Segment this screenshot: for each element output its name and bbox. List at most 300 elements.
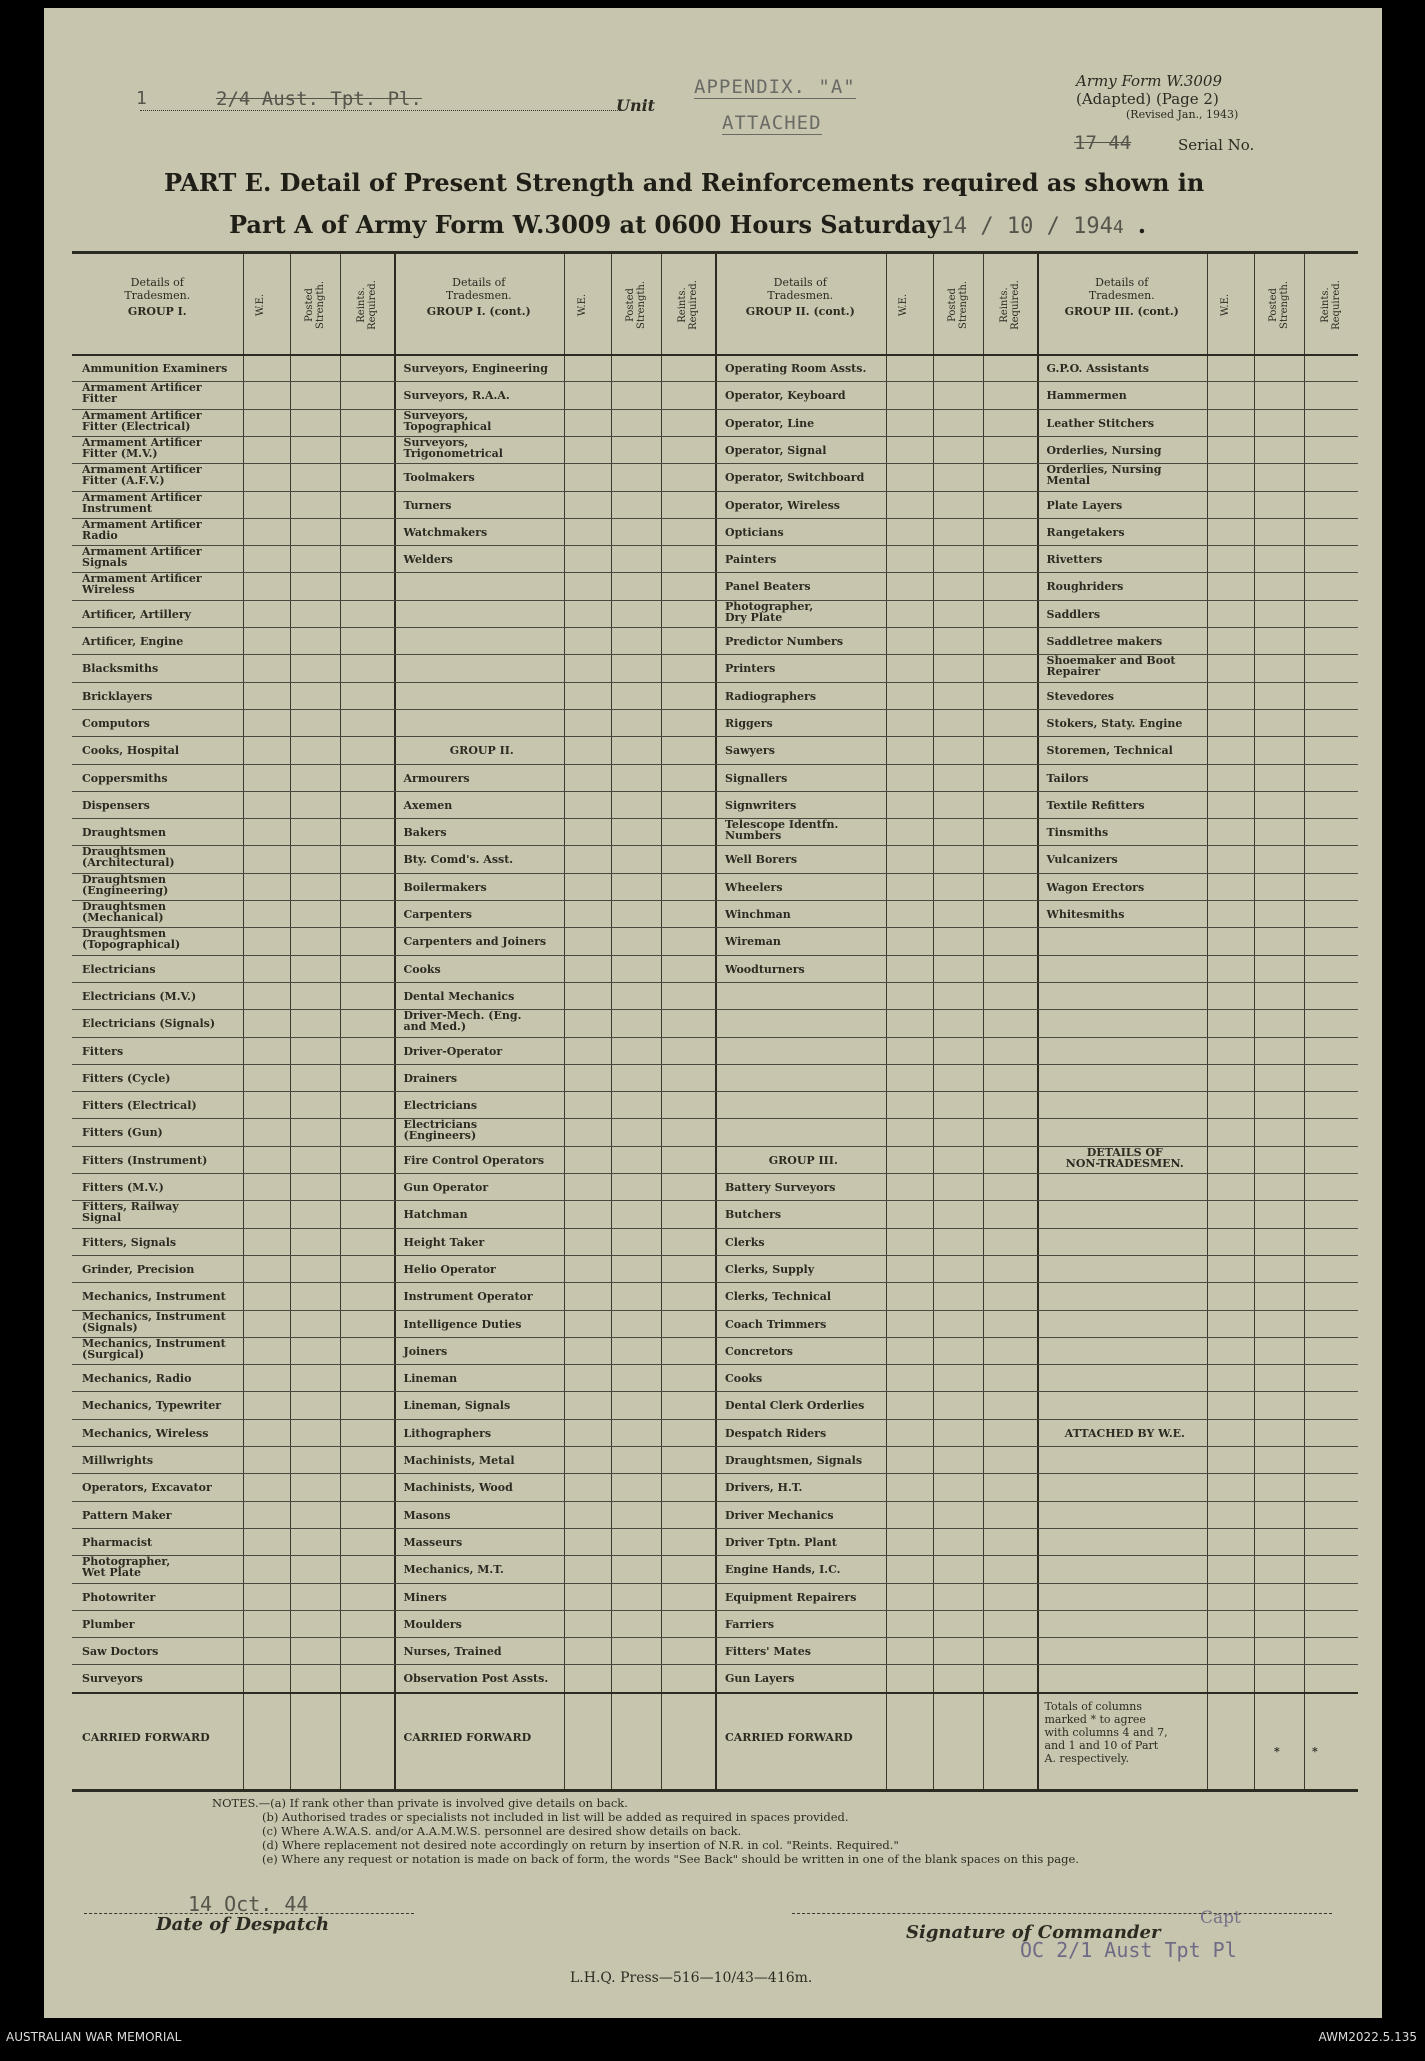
- trade-label: [82, 1264, 239, 1275]
- trade-label-line: (Signals): [82, 1320, 138, 1334]
- trade-label-line: Masseurs: [403, 1535, 463, 1549]
- trade-label: [404, 1619, 561, 1630]
- trade-label-line: Predictor Numbers: [725, 635, 844, 648]
- trade-label: [82, 846, 239, 868]
- trade-label-line: Armament Artificer: [82, 435, 202, 449]
- row-rule: [72, 572, 1358, 573]
- col-divider: [1304, 254, 1305, 1789]
- totals-note-line: and 1 and 10 of Part: [1044, 1738, 1159, 1752]
- trade-label-line: Bty. Comd's. Asst.: [403, 853, 514, 867]
- trade-label-line: ATTACHED BY W.E.: [1064, 1426, 1185, 1440]
- trade-label: [404, 1264, 561, 1275]
- trade-label: [725, 1291, 882, 1302]
- trade-label: [404, 1010, 561, 1032]
- trade-label: [82, 1646, 239, 1657]
- trade-label-line: Mechanics, Wireless: [82, 1426, 209, 1440]
- row-rule: [72, 1364, 1358, 1365]
- header-details-line: Tradesmen.: [1088, 289, 1155, 302]
- trade-label-line: Fire Control Operators: [403, 1153, 545, 1167]
- trade-label-line: Hatchman: [403, 1208, 468, 1222]
- trade-label: [82, 1291, 239, 1302]
- trade-label: [1047, 909, 1204, 920]
- col-divider: [886, 254, 887, 1789]
- col-divider: [983, 254, 984, 1789]
- trade-label: [82, 382, 239, 404]
- trade-label-line: Winchman: [725, 908, 791, 921]
- header-reints-required-line: Required.: [1009, 280, 1021, 330]
- trade-label-line: Gun Layers: [725, 1672, 795, 1686]
- trade-label-line: Pharmacist: [82, 1535, 153, 1549]
- trade-label-line: Wet Plate: [82, 1566, 142, 1580]
- trade-label-line: Operator, Line: [725, 416, 815, 430]
- trade-label: [725, 964, 882, 975]
- trade-label: [725, 773, 882, 784]
- archive-right: AWM2022.5.135: [1318, 2030, 1417, 2044]
- form-name: Army Form W.3009: [1076, 72, 1222, 90]
- trade-label-line: Leather Stitchers: [1046, 416, 1155, 430]
- stamp-attached: ATTACHED: [722, 112, 822, 134]
- trade-label-line: Photographer,: [82, 1555, 171, 1569]
- trade-label: [82, 410, 239, 432]
- row-rule: [72, 736, 1358, 737]
- trade-label-line: Height Taker: [403, 1235, 485, 1249]
- row-rule: [72, 1064, 1358, 1065]
- row-rule: [72, 436, 1358, 437]
- trade-label: [404, 1291, 561, 1302]
- trade-label: [725, 390, 882, 401]
- trade-label-line: Electricians: [403, 1099, 478, 1113]
- trade-label: [82, 636, 239, 647]
- trade-label-line: Textile Refitters: [1046, 798, 1145, 812]
- header-posted-strength-line: Strength.: [1279, 280, 1290, 330]
- trade-label-line: Fitter: [82, 392, 117, 406]
- trade-label-line: Mechanics, Typewriter: [82, 1399, 222, 1413]
- row-rule: [72, 709, 1358, 710]
- col-divider: [243, 254, 244, 1789]
- trade-label-line: Surveyors,: [403, 435, 469, 449]
- trade-label: [725, 936, 882, 947]
- note-a: NOTES.—(a) If rank other than private is involved give details on back.: [212, 1796, 628, 1810]
- trade-label: [82, 1373, 239, 1384]
- trade-label-line: Photographer,: [725, 599, 814, 613]
- trade-label-line: Signwriters: [725, 798, 797, 812]
- trade-label-line: Driver Tptn. Plant: [725, 1535, 837, 1549]
- trade-label-line: Wireless: [82, 583, 135, 597]
- trade-label: [1047, 636, 1204, 647]
- row-rule: [72, 1310, 1358, 1311]
- trade-label: [1047, 390, 1204, 401]
- trade-label-line: Electricians (Signals): [82, 1017, 216, 1031]
- trade-label-line: Fitters (M.V.): [82, 1181, 164, 1194]
- trade-label: [725, 363, 882, 374]
- trade-label: [1047, 554, 1204, 565]
- trade-label-line: Surveyors: [82, 1672, 143, 1686]
- row-rule: [72, 600, 1358, 601]
- trade-label-line: Carpenters and Joiners: [403, 935, 547, 949]
- trade-label: [725, 1592, 882, 1603]
- trade-label-line: Boilermakers: [403, 880, 487, 894]
- trade-label-line: Draughtsmen: [82, 826, 167, 840]
- trade-label-line: Driver Mechanics: [725, 1508, 834, 1522]
- trade-label: [725, 500, 882, 511]
- trade-label-line: Instrument Operator: [403, 1290, 533, 1304]
- trade-label: [82, 691, 239, 702]
- header-details-line: Details of: [1095, 276, 1149, 289]
- trade-label: [404, 745, 561, 756]
- trade-label-line: Fitters, Railway: [82, 1200, 179, 1214]
- trade-label-line: Fitters: [82, 1044, 124, 1058]
- trade-label-line: Driver-Operator: [403, 1044, 503, 1058]
- asterisk-posted: *: [1274, 1744, 1280, 1758]
- trade-label: [82, 1046, 239, 1057]
- group-divider: [715, 254, 717, 1789]
- trade-label: [725, 1182, 882, 1193]
- strength-table: [72, 251, 1358, 1792]
- trade-label-line: Moulders: [403, 1617, 462, 1631]
- trade-label: [82, 1400, 239, 1411]
- trade-label: [404, 1482, 561, 1493]
- trade-label-line: Operators, Excavator: [82, 1481, 212, 1495]
- trade-label: [82, 928, 239, 950]
- row-rule: [72, 873, 1358, 874]
- header-posted-strength-line: Posted: [1268, 288, 1279, 322]
- trade-label: [1047, 800, 1204, 811]
- trade-label-line: Mechanics, Instrument: [82, 1290, 226, 1304]
- column-header-details: [394, 276, 565, 318]
- trade-label-line: Fitters' Mates: [725, 1645, 811, 1659]
- stamp-appendix: APPENDIX. "A": [694, 76, 856, 98]
- trade-label-line: Turners: [403, 498, 452, 512]
- trade-label: [404, 1182, 561, 1193]
- trade-label: [82, 519, 239, 541]
- asterisk-reints: *: [1312, 1744, 1318, 1758]
- trade-label: [1047, 691, 1204, 702]
- row-rule: [72, 1337, 1358, 1338]
- trade-label-line: Trigonometrical: [403, 446, 503, 460]
- trade-label-line: Lineman, Signals: [403, 1399, 511, 1413]
- header-reints-required-line: Reints.: [998, 287, 1010, 323]
- trade-label: [1047, 827, 1204, 838]
- trade-label-line: DETAILS OF: [1086, 1145, 1163, 1159]
- trade-label-line: G.P.O. Assistants: [1046, 362, 1149, 375]
- trade-label-line: Repairer: [1046, 665, 1101, 679]
- trade-label: [404, 909, 561, 920]
- group-divider: [394, 254, 396, 1789]
- trade-label: [725, 1155, 882, 1166]
- trade-label-line: Operator, Keyboard: [725, 389, 846, 403]
- trade-label-line: Roughriders: [1046, 580, 1124, 594]
- form-title-line2: [229, 210, 1146, 239]
- trade-label-line: Operator, Wireless: [725, 498, 840, 512]
- header-reints-required: [677, 270, 699, 340]
- serial-label: Serial No.: [1178, 136, 1255, 154]
- trade-label-line: Fitter (M.V.): [82, 446, 158, 460]
- trade-label: [1047, 464, 1204, 486]
- trade-label-line: Orderlies, Nursing: [1046, 463, 1162, 477]
- trade-label-line: Hammermen: [1046, 389, 1127, 403]
- row-rule: [72, 982, 1358, 983]
- trade-label: [404, 1564, 561, 1575]
- col-divider: [661, 254, 662, 1789]
- trade-label-line: Lineman: [403, 1372, 458, 1386]
- header-reints-required-line: Reints.: [677, 287, 688, 323]
- header-posted-strength-line: Strength.: [314, 280, 326, 330]
- row-rule: [72, 1118, 1358, 1119]
- trade-label: [1047, 773, 1204, 784]
- despatch-label: Date of Despatch: [156, 1914, 330, 1935]
- trade-label-line: Drainers: [403, 1071, 458, 1085]
- trade-label: [725, 1319, 882, 1330]
- header-details-line: Tradesmen.: [445, 289, 512, 302]
- trade-label-line: Gun Operator: [403, 1181, 489, 1194]
- trade-label: [404, 1510, 561, 1521]
- trade-label-line: Signal: [82, 1211, 122, 1225]
- trade-label-line: Armament Artificer: [82, 572, 202, 586]
- note-e: (e) Where any request or notation is made on back of form, the words "See Back" should be written in one of the blank spaces on this page.: [262, 1852, 1079, 1866]
- trade-label-line: Draughtsmen: [82, 872, 167, 886]
- trade-label: [82, 901, 239, 923]
- trade-label-line: Signals: [82, 556, 128, 570]
- trade-label: [404, 410, 561, 432]
- trade-label: [82, 1182, 239, 1193]
- header-we: [255, 270, 266, 340]
- trade-label: [404, 1119, 561, 1141]
- trade-label: [82, 1155, 239, 1166]
- header-we: [898, 270, 909, 340]
- header-posted-strength: [304, 270, 326, 340]
- row-rule: [72, 1228, 1358, 1229]
- row-rule: [72, 545, 1358, 546]
- trade-label-line: Coppersmiths: [82, 771, 168, 785]
- trade-label-line: Equipment Repairers: [725, 1590, 857, 1604]
- trade-label: [404, 1209, 561, 1220]
- trade-label: [404, 472, 561, 483]
- trade-label: [82, 1338, 239, 1360]
- trade-label-line: NON-TRADESMEN.: [1065, 1156, 1184, 1170]
- trade-label-line: Mental: [1046, 474, 1091, 488]
- trade-label-line: Saddlers: [1046, 607, 1101, 621]
- trade-label: [725, 527, 882, 538]
- header-we-line: W.E.: [255, 293, 266, 317]
- archive-strip: [0, 2030, 1425, 2054]
- trade-label: [404, 854, 561, 865]
- row-rule: [72, 1037, 1358, 1038]
- row-rule: [72, 409, 1358, 410]
- trade-label-line: Clerks: [725, 1235, 765, 1249]
- trade-label: [1047, 854, 1204, 865]
- trade-label: [725, 636, 882, 647]
- header-we-line: W.E.: [576, 293, 588, 317]
- trade-label: [82, 1482, 239, 1493]
- trade-label-line: Mechanics, Radio: [82, 1372, 192, 1386]
- row-rule: [72, 1009, 1358, 1010]
- trade-label-line: Tinsmiths: [1046, 826, 1109, 840]
- trade-label-line: Draughtsmen: [82, 900, 167, 913]
- trade-label: [404, 1646, 561, 1657]
- trade-label: [725, 1510, 882, 1521]
- totals-note-line: with columns 4 and 7,: [1044, 1725, 1168, 1739]
- trade-label-line: Operator, Switchboard: [725, 471, 865, 485]
- trade-label: [1047, 882, 1204, 893]
- header-posted-strength: [625, 270, 647, 340]
- trade-label: [725, 1646, 882, 1657]
- trade-label-line: Surveyors, Engineering: [403, 362, 548, 375]
- trade-label: [725, 745, 882, 756]
- trade-label-line: (Surgical): [82, 1347, 145, 1361]
- header-details-line: Details of: [452, 276, 506, 289]
- totals-note-line: Totals of columns: [1044, 1699, 1142, 1713]
- despatch-date: 14 Oct. 44: [188, 1892, 309, 1916]
- header-posted-strength-line: Strength.: [957, 280, 969, 330]
- trade-label-line: Saw Doctors: [82, 1645, 159, 1659]
- trade-label: [404, 1455, 561, 1466]
- trade-label-line: Observation Post Assts.: [403, 1672, 549, 1686]
- trade-label-line: Operator, Signal: [725, 443, 827, 457]
- header-posted-strength: [1268, 270, 1290, 340]
- carried-forward-label: CARRIED FORWARD: [725, 1730, 853, 1744]
- title-dot: .: [1137, 210, 1147, 239]
- trade-label: [725, 1237, 882, 1248]
- row-rule: [72, 627, 1358, 628]
- signature-line: [792, 1913, 1332, 1914]
- trade-label: [82, 1428, 239, 1439]
- trade-label: [1047, 1147, 1204, 1169]
- trade-label-line: Pattern Maker: [82, 1508, 172, 1522]
- row-rule: [72, 1391, 1358, 1392]
- trade-label-line: Fitters (Instrument): [82, 1153, 208, 1167]
- trade-label: [82, 663, 239, 674]
- row-rule: [72, 1610, 1358, 1611]
- trade-label-line: Grinder, Precision: [82, 1262, 195, 1276]
- header-group-label: GROUP II. (cont.): [745, 305, 855, 318]
- trade-label-line: Artificer, Artillery: [82, 607, 192, 621]
- trade-label: [82, 1556, 239, 1578]
- trade-label: [82, 964, 239, 975]
- trade-label-line: Panel Beaters: [725, 580, 811, 594]
- trade-label-line: Plate Layers: [1046, 498, 1123, 512]
- trade-label: [725, 445, 882, 456]
- trade-label: [404, 554, 561, 565]
- trade-label-line: Whitesmiths: [1046, 908, 1125, 921]
- trade-label-line: Photowriter: [82, 1590, 156, 1604]
- trade-label-line: Armament Artificer: [82, 463, 202, 477]
- trade-label-line: Mechanics, Instrument: [82, 1336, 226, 1350]
- title-date-typed: 14 / 10 / 194: [940, 214, 1113, 239]
- trade-label: [82, 609, 239, 620]
- trade-label-line: Sawyers: [725, 744, 775, 758]
- trade-label-line: Orderlies, Nursing: [1046, 443, 1162, 457]
- header-group-label: GROUP I. (cont.): [426, 305, 531, 318]
- trade-label: [404, 936, 561, 947]
- trade-label: [404, 1319, 561, 1330]
- header-reints-required: [356, 270, 378, 340]
- trade-label: [82, 1455, 239, 1466]
- row-rule: [72, 491, 1358, 492]
- trade-label-line: Stevedores: [1046, 689, 1114, 703]
- column-header-details: [1037, 276, 1208, 318]
- trade-label: [82, 546, 239, 568]
- trade-label: [82, 1100, 239, 1111]
- trade-label: [404, 390, 561, 401]
- trade-label-line: Fitters (Electrical): [82, 1099, 197, 1113]
- trade-label: [725, 1400, 882, 1411]
- trade-label-line: Armament Artificer: [82, 545, 202, 559]
- row-rule: [72, 1173, 1358, 1174]
- header-group-label: GROUP III. (cont.): [1064, 305, 1179, 318]
- row-rule: [72, 818, 1358, 819]
- trade-label-line: Carpenters: [403, 908, 472, 921]
- group-divider: [1037, 254, 1039, 1789]
- trade-label-line: Electricians: [403, 1118, 478, 1132]
- trade-label-line: Armament Artificer: [82, 408, 202, 422]
- trade-label-line: Helio Operator: [403, 1262, 496, 1276]
- trade-label-line: Armourers: [403, 771, 470, 785]
- trade-label-line: Despatch Riders: [725, 1426, 827, 1440]
- trade-label: [1047, 581, 1204, 592]
- trade-label-line: Electricians (M.V.): [82, 989, 197, 1003]
- trade-label-line: Welders: [403, 553, 453, 567]
- trade-label-line: Bakers: [403, 826, 447, 840]
- row-rule: [72, 1501, 1358, 1502]
- trade-label-line: Fitter (Electrical): [82, 419, 191, 433]
- trade-label: [725, 1564, 882, 1575]
- row-rule: [72, 1473, 1358, 1474]
- trade-label: [1047, 745, 1204, 756]
- trade-label-line: Nurses, Trained: [403, 1645, 502, 1659]
- header-details-line: Tradesmen.: [767, 289, 834, 302]
- trade-label-line: Painters: [725, 553, 777, 567]
- trade-label-line: (Engineers): [403, 1129, 477, 1143]
- trade-label-line: Fitters, Signals: [82, 1235, 177, 1249]
- archive-left: AUSTRALIAN WAR MEMORIAL: [6, 2030, 182, 2044]
- trade-label-line: Armament Artificer: [82, 381, 202, 395]
- row-rule: [72, 955, 1358, 956]
- trade-label-line: Miners: [403, 1590, 447, 1604]
- trade-label: [1047, 527, 1204, 538]
- trade-label: [404, 800, 561, 811]
- trade-label: [82, 1127, 239, 1138]
- header-posted-strength-line: Posted: [303, 288, 315, 322]
- trade-label-line: Clerks, Supply: [725, 1262, 815, 1276]
- trade-label: [725, 1209, 882, 1220]
- row-rule: [72, 764, 1358, 765]
- header-we-line: W.E.: [1219, 293, 1231, 317]
- row-rule: [72, 1255, 1358, 1256]
- trade-label-line: Mechanics, Instrument: [82, 1309, 226, 1323]
- trade-label: [725, 718, 882, 729]
- row-rule: [72, 845, 1358, 846]
- trade-label-line: Radio: [82, 528, 118, 542]
- trade-label: [82, 773, 239, 784]
- trade-label-line: Dental Clerk Orderlies: [725, 1399, 865, 1413]
- trade-label-line: Wheelers: [725, 880, 783, 894]
- trade-label-line: Stokers, Staty. Engine: [1046, 716, 1183, 730]
- trade-label-line: GROUP III.: [768, 1153, 838, 1167]
- signature-label: Signature of Commander: [906, 1922, 1161, 1943]
- note-d: (d) Where replacement not desired note accordingly on return by insertion of N.R. in col. "Reints. Required.": [262, 1838, 899, 1852]
- header-we: [577, 270, 588, 340]
- totals-note: [1045, 1700, 1168, 1765]
- row-rule: [72, 1446, 1358, 1447]
- row-rule: [72, 1583, 1358, 1584]
- trade-label-line: and Med.): [403, 1020, 467, 1034]
- trade-label-line: Well Borers: [725, 853, 798, 867]
- trade-label-line: Rangetakers: [1046, 525, 1125, 539]
- header-reints-required-line: Required.: [366, 280, 378, 330]
- trade-label: [82, 991, 239, 1002]
- header-reints-required: [1320, 270, 1342, 340]
- trade-label: [725, 691, 882, 702]
